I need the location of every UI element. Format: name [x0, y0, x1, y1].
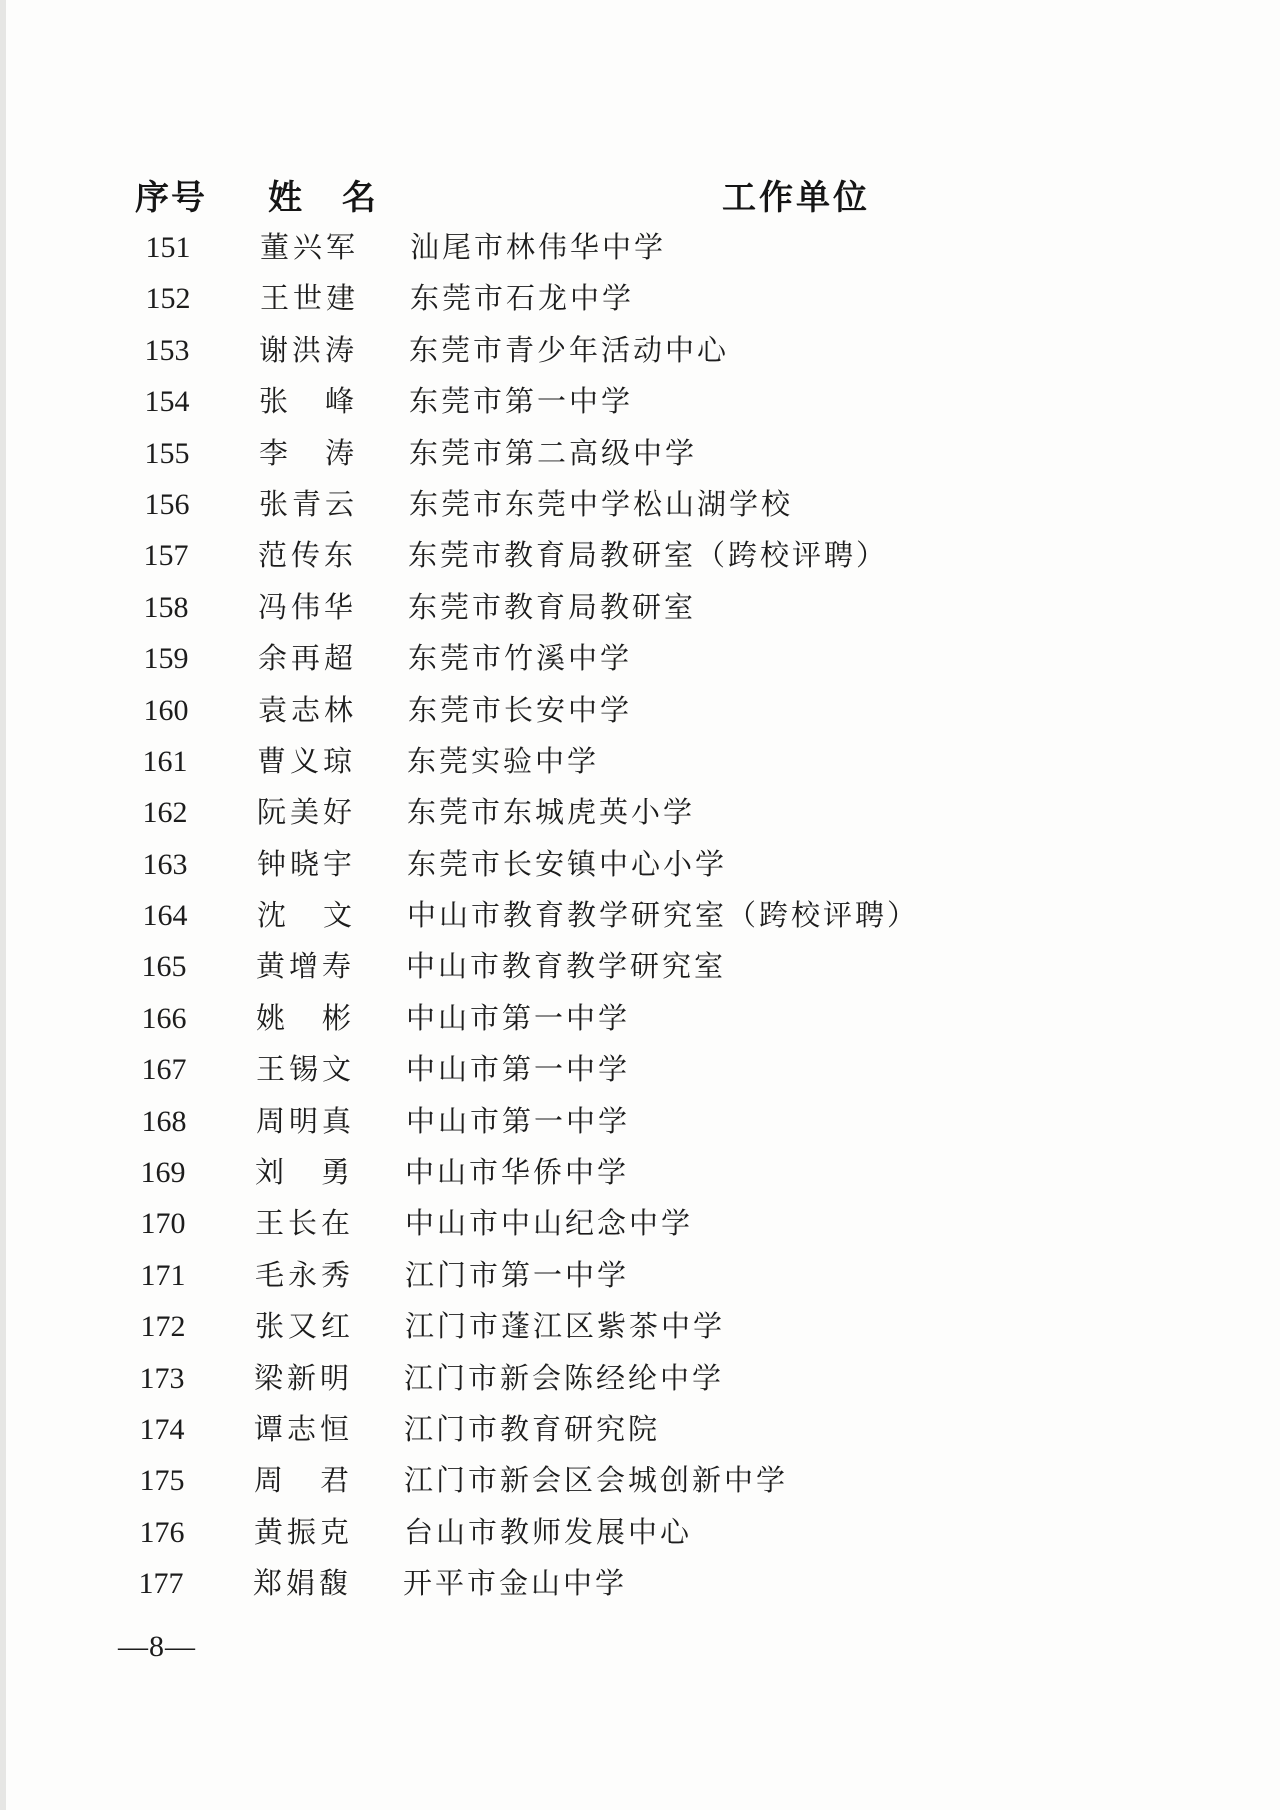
row-seq: 165 [141, 950, 187, 984]
row-seq: 157 [143, 539, 189, 573]
row-seq: 156 [144, 487, 190, 521]
row-unit: 中山市第一中学 [406, 1103, 631, 1138]
table-row [0, 1301, 1280, 1352]
table-row [0, 325, 1280, 376]
table-body [0, 222, 1280, 1610]
table-row [0, 1455, 1280, 1506]
row-name: 黄增寿 [256, 949, 352, 984]
row-name: 张又红 [255, 1309, 351, 1344]
row-unit: 中山市第一中学 [406, 1000, 631, 1035]
row-name: 董兴军 [260, 230, 356, 264]
row-unit: 中山市第一中学 [406, 1052, 631, 1087]
table-header [0, 170, 1280, 220]
row-unit: 台山市教师发展中心 [404, 1514, 693, 1549]
row-name: 张青云 [259, 486, 355, 521]
row-name: 周明真 [256, 1103, 352, 1138]
row-seq: 177 [138, 1567, 184, 1601]
row-seq: 175 [139, 1464, 185, 1498]
row-name: 周 君 [254, 1463, 350, 1498]
table-row [0, 736, 1280, 787]
row-name: 余再超 [258, 641, 354, 676]
header-seq: 序号 [135, 178, 207, 218]
row-unit: 江门市新会区会城创新中学 [404, 1463, 789, 1498]
table-row [0, 273, 1280, 324]
row-name: 曹义琼 [257, 743, 353, 778]
table-row [0, 941, 1280, 992]
row-name: 王长在 [255, 1206, 351, 1241]
row-unit: 江门市新会陈经纶中学 [404, 1360, 725, 1395]
row-seq: 164 [142, 899, 188, 933]
row-unit: 江门市蓬江区紫茶中学 [405, 1309, 726, 1344]
row-seq: 168 [141, 1104, 187, 1138]
table-row [0, 890, 1280, 941]
row-unit: 东莞市长安镇中心小学 [407, 846, 728, 881]
row-unit: 东莞市东莞中学松山湖学校 [409, 486, 794, 521]
table-row [0, 1198, 1280, 1249]
row-seq: 162 [142, 796, 188, 830]
row-seq: 158 [143, 590, 189, 624]
row-unit: 中山市中山纪念中学 [405, 1206, 694, 1241]
row-seq: 155 [144, 436, 190, 470]
header-unit: 工作单位 [722, 178, 870, 218]
table-row [0, 1507, 1280, 1558]
table-row [0, 839, 1280, 890]
row-unit: 东莞市教育局教研室 [408, 589, 697, 624]
row-unit: 中山市教育教学研究室 [406, 949, 727, 984]
table-row [0, 1250, 1280, 1301]
row-seq: 176 [139, 1515, 185, 1549]
table-row [0, 1404, 1280, 1455]
row-name: 王锡文 [256, 1052, 352, 1087]
table-row [0, 685, 1280, 736]
row-unit: 东莞市东城虎英小学 [407, 795, 696, 830]
table-row [0, 530, 1280, 581]
row-seq: 169 [140, 1156, 186, 1190]
row-seq: 160 [143, 693, 189, 727]
table-row [0, 1353, 1280, 1404]
row-name: 李 涛 [259, 435, 355, 470]
table-row [0, 479, 1280, 530]
row-seq: 163 [142, 847, 188, 881]
row-name: 谭志恒 [254, 1411, 350, 1446]
table-row [0, 1147, 1280, 1198]
row-name: 刘 勇 [255, 1155, 351, 1190]
row-seq: 161 [142, 744, 188, 778]
row-name: 郑娟馥 [253, 1566, 349, 1601]
row-unit: 中山市教育教学研究室（跨校评聘） [407, 898, 920, 933]
table-row [0, 428, 1280, 479]
row-unit: 开平市金山中学 [403, 1566, 628, 1601]
table-row [0, 582, 1280, 633]
row-seq: 170 [140, 1207, 186, 1241]
row-seq: 166 [141, 1001, 187, 1035]
row-unit: 东莞市第一中学 [409, 384, 634, 419]
page-number: —8— [118, 1630, 196, 1663]
row-seq: 152 [145, 282, 191, 316]
row-name: 阮美好 [257, 795, 353, 830]
row-unit: 东莞市石龙中学 [410, 281, 635, 316]
row-seq: 174 [139, 1412, 185, 1446]
row-seq: 159 [143, 642, 189, 676]
table-row [0, 1044, 1280, 1095]
row-seq: 153 [144, 333, 190, 367]
table-row [0, 376, 1280, 427]
row-unit: 江门市第一中学 [405, 1257, 630, 1292]
row-unit: 东莞市青少年活动中心 [409, 332, 730, 367]
row-seq: 173 [139, 1361, 185, 1395]
row-name: 沈 文 [257, 898, 353, 933]
row-name: 谢洪涛 [259, 332, 355, 367]
row-name: 钟晓宇 [257, 846, 353, 881]
table-row [0, 633, 1280, 684]
row-unit: 东莞市竹溪中学 [408, 641, 633, 676]
table-row [0, 1558, 1280, 1609]
row-seq: 151 [145, 231, 191, 264]
row-name: 冯伟华 [258, 589, 354, 624]
row-seq: 154 [144, 385, 190, 419]
row-name: 毛永秀 [255, 1257, 351, 1292]
table-row [0, 787, 1280, 838]
row-name: 张 峰 [259, 384, 355, 419]
row-unit: 东莞实验中学 [407, 743, 600, 778]
row-name: 范传东 [258, 538, 354, 573]
row-unit: 江门市教育研究院 [404, 1411, 661, 1446]
row-name: 梁新明 [254, 1360, 350, 1395]
row-seq: 171 [140, 1258, 186, 1292]
row-seq: 167 [141, 1053, 187, 1087]
row-name: 姚 彬 [256, 1000, 352, 1035]
row-unit: 汕尾市林伟华中学 [410, 230, 667, 264]
row-name: 袁志林 [258, 692, 354, 727]
row-name: 黄振克 [254, 1514, 350, 1549]
row-unit: 中山市华侨中学 [405, 1155, 630, 1190]
header-name: 姓 名 [268, 178, 390, 218]
row-unit: 东莞市第二高级中学 [409, 435, 698, 470]
table-row [0, 993, 1280, 1044]
table-row [0, 222, 1280, 273]
row-name: 王世建 [260, 281, 356, 316]
row-unit: 东莞市教育局教研室（跨校评聘） [408, 538, 889, 573]
row-unit: 东莞市长安中学 [408, 692, 633, 727]
table-row [0, 1096, 1280, 1147]
row-seq: 172 [140, 1310, 186, 1344]
